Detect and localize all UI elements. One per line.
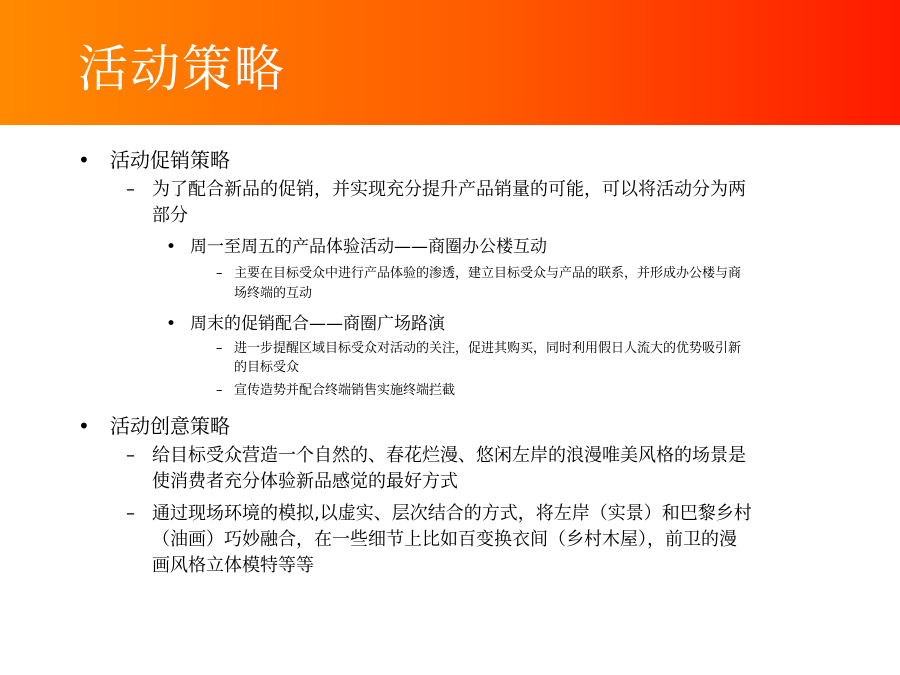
dash-marker: – — [216, 266, 223, 281]
dash-marker: – — [126, 445, 135, 466]
dash-marker: – — [126, 179, 135, 200]
detail-text: 宣传造势并配合终端销售实施终端拦截 — [234, 383, 456, 398]
detail-text: 主要在目标受众中进行产品体验的渗透，建立目标受众与产品的联系，并形成办公楼与商 — [234, 266, 742, 281]
dash-marker: – — [216, 383, 223, 398]
slide-title: 活动策略 — [78, 40, 286, 98]
sub-bullet-text-continued: 画风格立体模特等等 — [152, 555, 314, 576]
sub-bullet-text: 通过现场环境的模拟,以虚实、层次结合的方式，将左岸（实景）和巴黎乡村 — [152, 503, 752, 524]
weekend-promotion-item: 周末的促销配合——商圈广场路演 — [190, 314, 445, 334]
detail-text: 进一步提醒区域目标受众对活动的关注，促进其购买，同时利用假日人流大的优势吸引新 — [234, 341, 742, 356]
bullet-marker: • — [166, 314, 177, 334]
weekday-activity-item: 周一至周五的产品体验活动——商圈办公楼互动 — [190, 237, 547, 257]
dash-marker: – — [126, 503, 135, 524]
dash-marker: – — [216, 341, 223, 356]
sub-bullet-text-continued: （油画）巧妙融合，在一些细节上比如百变换衣间（乡村木屋），前卫的漫 — [152, 529, 737, 550]
sub-bullet-text: 为了配合新品的促销，并实现充分提升产品销量的可能，可以将活动分为两 — [152, 179, 746, 200]
bullet-heading-creative-strategy: 活动创意策略 — [110, 414, 230, 438]
sub-bullet-text-continued: 使消费者充分体验新品感觉的最好方式 — [152, 471, 458, 492]
sub-bullet-text-continued: 部分 — [152, 205, 188, 226]
bullet-marker: • — [78, 414, 90, 438]
bullet-heading-promotion-strategy: 活动促销策略 — [110, 148, 230, 172]
detail-text-continued: 场终端的互动 — [234, 286, 313, 301]
sub-bullet-text: 给目标受众营造一个自然的、春花烂漫、悠闲左岸的浪漫唯美风格的场景是 — [152, 445, 746, 466]
bullet-marker: • — [78, 148, 90, 172]
detail-text-continued: 的目标受众 — [234, 360, 300, 375]
bullet-marker: • — [166, 237, 177, 257]
